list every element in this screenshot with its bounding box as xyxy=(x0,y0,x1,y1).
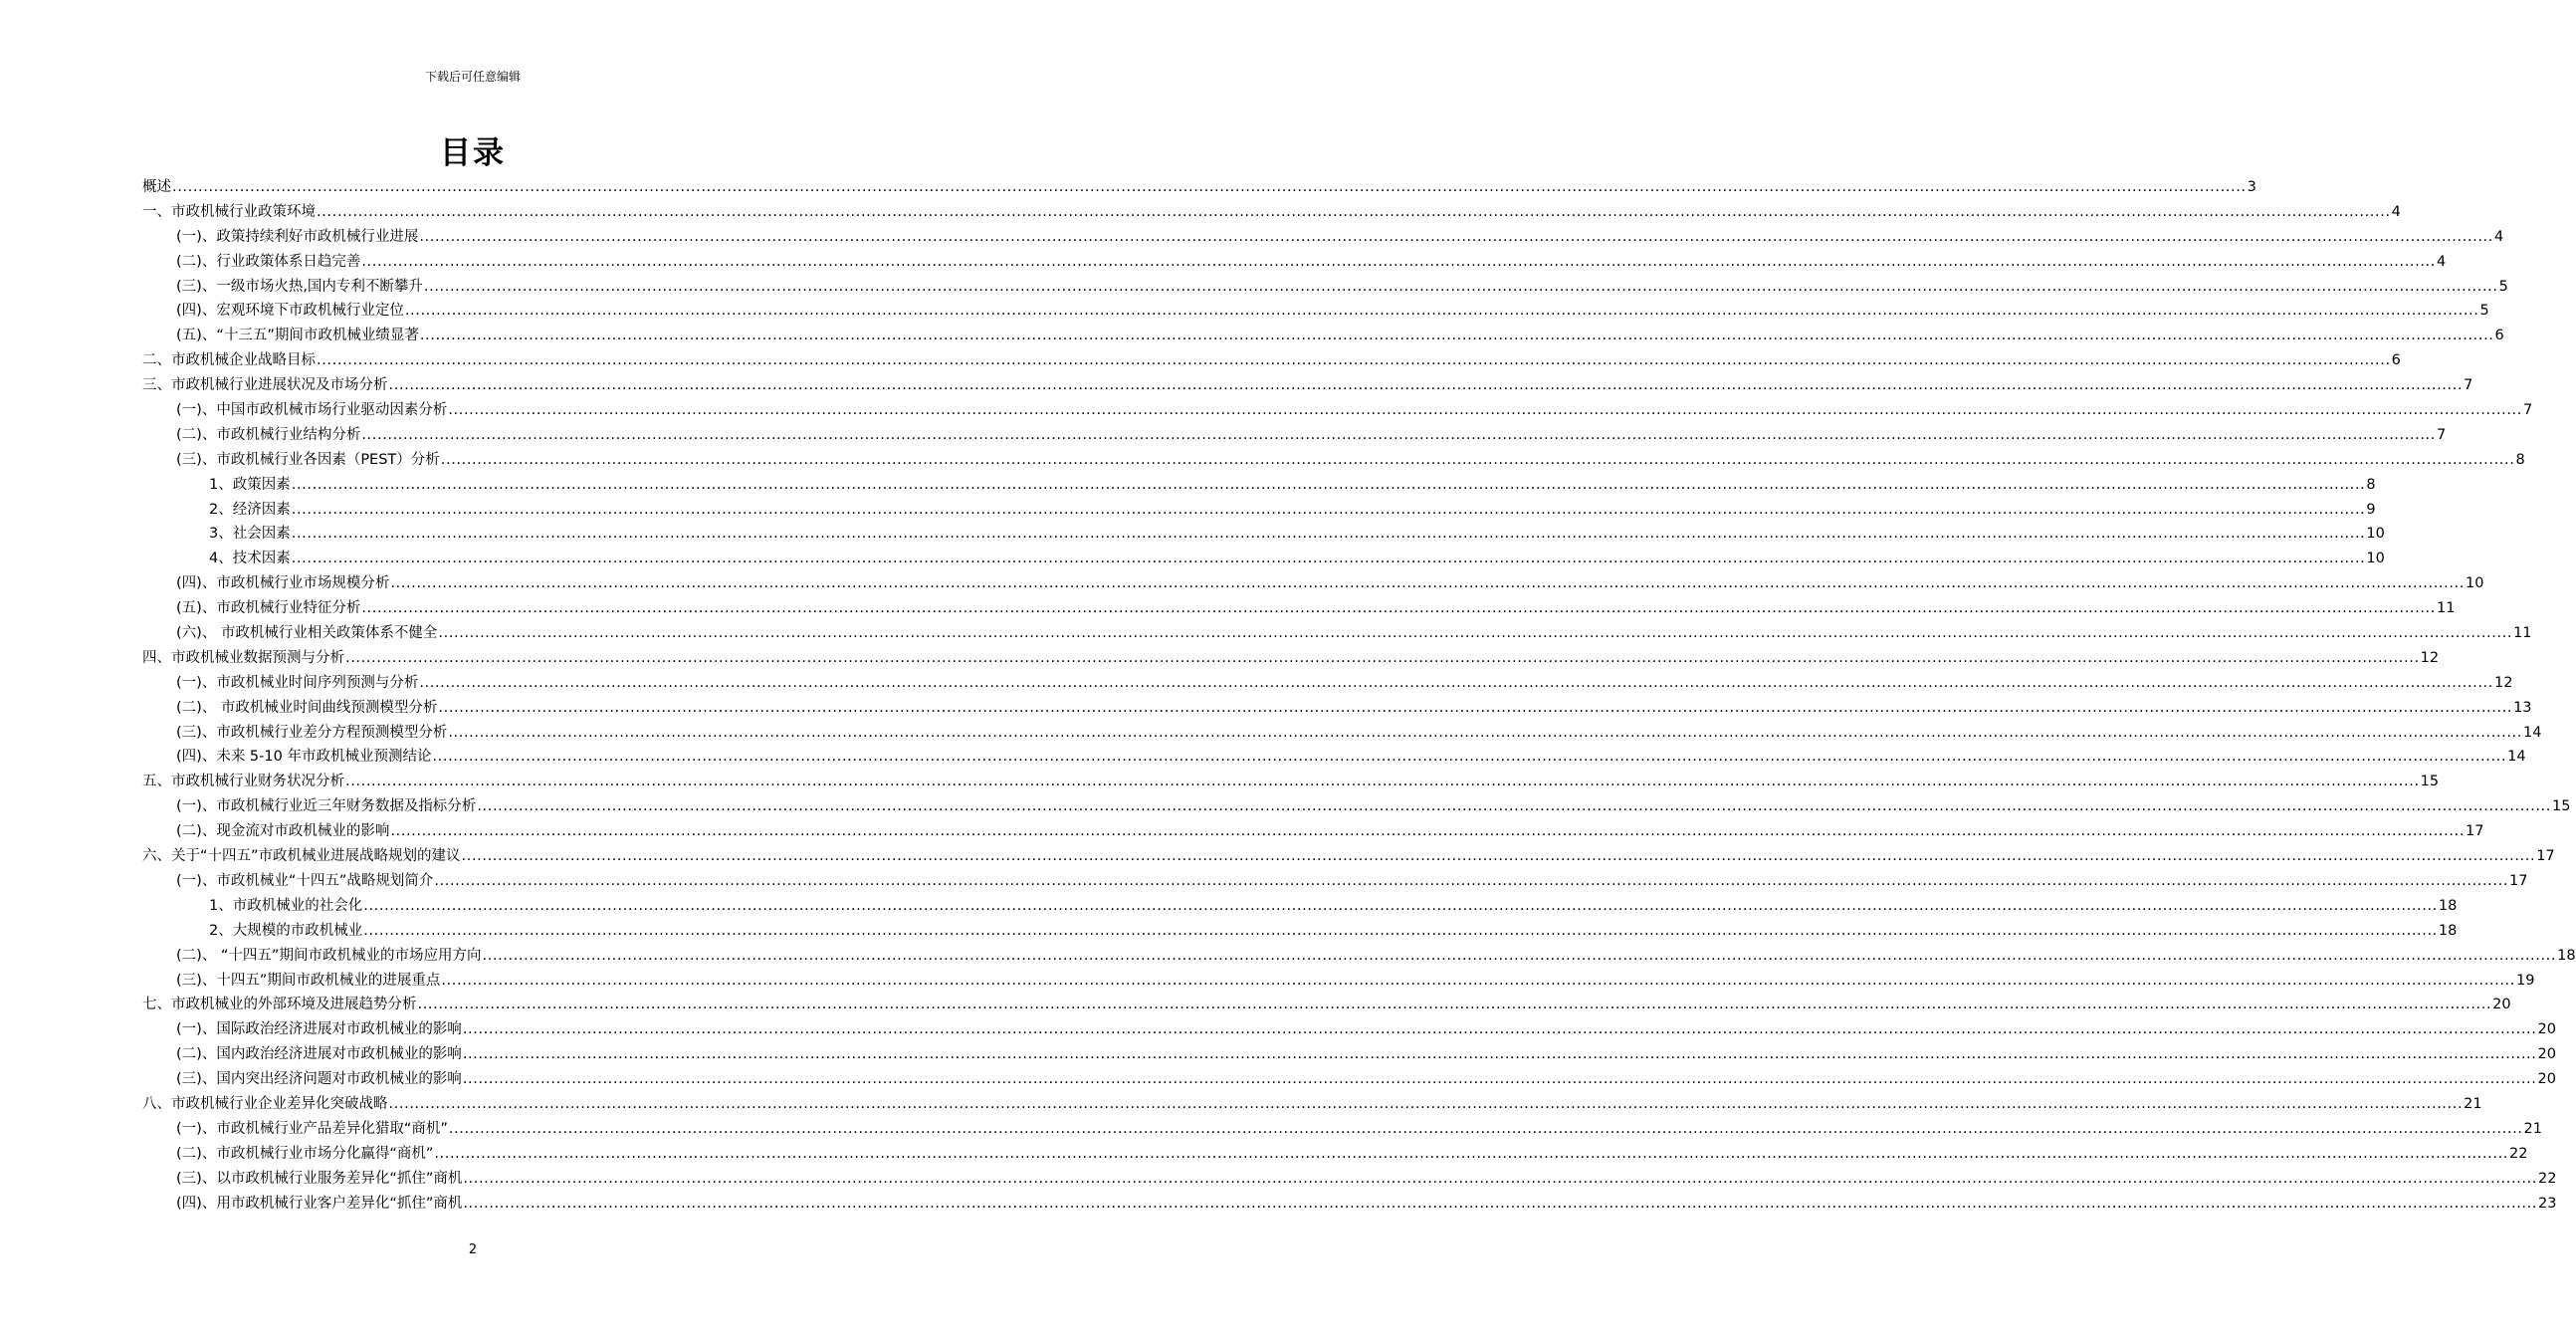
toc-entry[interactable] xyxy=(142,225,2504,250)
toc-entry-page: 14 xyxy=(2522,724,2542,741)
table-of-contents xyxy=(142,175,2576,1216)
toc-entry-page: 8 xyxy=(2366,476,2376,493)
toc-entry-page: 3 xyxy=(2247,179,2256,195)
toc-entry-label: (一)、市政机械业“十四五”战略规划简介 xyxy=(176,872,434,889)
toc-entry-page: 10 xyxy=(2366,551,2385,567)
toc-dot-leader: ................................................................................................................................................................................................................................................................................................................................................................................................................ xyxy=(462,1021,2537,1038)
toc-entry-label: (二)、 “十四五”期间市政机械业的市场应用方向 xyxy=(176,947,482,964)
toc-entry-page: 4 xyxy=(2391,203,2401,220)
toc-entry-page: 15 xyxy=(2551,798,2571,815)
toc-dot-leader: ................................................................................................................................................................................................................................................................................................................................................................................................................ xyxy=(463,1170,2537,1187)
toc-dot-leader: ................................................................................................................................................................................................................................................................................................................................................................................................................ xyxy=(438,625,2513,642)
toc-entry-label: (三)、市政机械行业各因素（PEST）分析 xyxy=(176,451,440,468)
toc-dot-leader: ................................................................................................................................................................................................................................................................................................................................................................................................................ xyxy=(291,501,2366,518)
toc-entry-page: 20 xyxy=(2537,1046,2556,1063)
toc-entry-page: 20 xyxy=(2492,997,2511,1013)
toc-entry[interactable] xyxy=(142,398,2533,423)
toc-entry[interactable] xyxy=(142,894,2458,919)
toc-entry[interactable] xyxy=(142,1167,2557,1192)
toc-entry-page: 20 xyxy=(2537,1021,2556,1038)
toc-entry-label: 2、大规模的市政机械业 xyxy=(209,922,363,939)
toc-entry-label: (四)、用市政机械行业客户差异化“抓住”商机 xyxy=(176,1195,463,1212)
toc-entry[interactable] xyxy=(142,794,2571,819)
toc-entry-page: 11 xyxy=(2513,625,2532,642)
toc-entry[interactable] xyxy=(142,423,2447,448)
toc-entry-label: 2、经济因素 xyxy=(209,501,291,518)
toc-entry[interactable] xyxy=(142,200,2401,225)
toc-entry[interactable] xyxy=(142,1067,2556,1092)
toc-dot-leader: ................................................................................................................................................................................................................................................................................................................................................................................................................ xyxy=(441,972,2515,989)
toc-entry-page: 21 xyxy=(2523,1120,2542,1137)
toc-entry[interactable] xyxy=(142,571,2484,596)
toc-entry-label: (四)、市政机械行业市场规模分析 xyxy=(176,575,390,592)
toc-entry[interactable] xyxy=(142,745,2526,770)
toc-entry[interactable] xyxy=(142,869,2528,894)
toc-dot-leader: ................................................................................................................................................................................................................................................................................................................................................................................................................ xyxy=(390,823,2465,840)
toc-entry-page: 12 xyxy=(2420,649,2440,666)
toc-entry[interactable] xyxy=(142,696,2532,721)
toc-entry-page: 5 xyxy=(2479,303,2489,320)
toc-dot-leader: ................................................................................................................................................................................................................................................................................................................................................................................................................ xyxy=(477,798,2551,815)
toc-entry-page: 18 xyxy=(2438,897,2458,914)
toc-entry[interactable] xyxy=(142,1017,2556,1042)
toc-entry[interactable] xyxy=(142,348,2401,373)
toc-dot-leader: ................................................................................................................................................................................................................................................................................................................................................................................................................ xyxy=(438,699,2513,716)
toc-entry-label: (四)、宏观环境下市政机械行业定位 xyxy=(176,303,404,320)
toc-entry-page: 8 xyxy=(2515,451,2525,468)
toc-entry[interactable] xyxy=(142,250,2447,275)
toc-entry-page: 17 xyxy=(2536,848,2555,865)
toc-dot-leader: ................................................................................................................................................................................................................................................................................................................................................................................................................ xyxy=(432,749,2507,766)
toc-entry-label: 概述 xyxy=(142,179,171,195)
toc-entry[interactable] xyxy=(142,993,2511,1017)
toc-entry-page: 18 xyxy=(2557,947,2576,964)
toc-dot-leader: ................................................................................................................................................................................................................................................................................................................................................................................................................ xyxy=(419,228,2493,245)
toc-dot-leader: ................................................................................................................................................................................................................................................................................................................................................................................................................ xyxy=(482,947,2557,964)
toc-entry-label: 八、市政机械行业企业差异化突破战略 xyxy=(142,1095,388,1112)
toc-entry-page: 17 xyxy=(2509,872,2528,889)
toc-entry-label: (三)、国内突出经济问题对市政机械业的影响 xyxy=(176,1071,462,1088)
toc-entry[interactable] xyxy=(142,969,2535,994)
toc-entry[interactable] xyxy=(142,324,2504,348)
toc-entry-label: (五)、“十三五”期间市政机械业绩显著 xyxy=(176,328,419,344)
toc-entry[interactable] xyxy=(142,547,2385,571)
toc-entry-label: (三)、市政机械行业差分方程预测模型分析 xyxy=(176,724,448,741)
toc-entry-page: 10 xyxy=(2366,526,2385,543)
toc-title: 目录 xyxy=(440,135,506,171)
toc-entry[interactable] xyxy=(142,944,2576,969)
page-number: 2 xyxy=(468,1242,478,1257)
toc-entry[interactable] xyxy=(142,919,2458,944)
toc-dot-leader: ................................................................................................................................................................................................................................................................................................................................................................................................................ xyxy=(404,303,2479,320)
toc-entry[interactable] xyxy=(142,646,2440,671)
toc-entry-label: 4、技术因素 xyxy=(209,551,291,567)
toc-dot-leader: ................................................................................................................................................................................................................................................................................................................................................................................................................ xyxy=(440,451,2515,468)
toc-entry[interactable] xyxy=(142,522,2385,547)
toc-dot-leader: ................................................................................................................................................................................................................................................................................................................................................................................................................ xyxy=(291,476,2366,493)
toc-entry[interactable] xyxy=(142,1042,2556,1067)
toc-entry-label: 一、市政机械行业政策环境 xyxy=(142,203,316,220)
toc-entry-label: (二)、 市政机械业时间曲线预测模型分析 xyxy=(176,699,438,716)
toc-entry-page: 14 xyxy=(2507,749,2526,766)
toc-entry-label: (一)、政策持续利好市政机械行业进展 xyxy=(176,228,419,245)
toc-dot-leader: ................................................................................................................................................................................................................................................................................................................................................................................................................ xyxy=(434,1145,2508,1162)
toc-dot-leader: ................................................................................................................................................................................................................................................................................................................................................................................................................ xyxy=(291,526,2366,543)
toc-entry-label: (一)、市政机械行业产品差异化猎取“商机” xyxy=(176,1120,448,1137)
toc-entry-label: (二)、行业政策体系日趋完善 xyxy=(176,253,361,270)
toc-dot-leader: ................................................................................................................................................................................................................................................................................................................................................................................................................ xyxy=(361,426,2436,443)
toc-entry-label: 六、关于“十四五”市政机械业进展战略规划的建议 xyxy=(142,848,461,865)
toc-dot-leader: ................................................................................................................................................................................................................................................................................................................................................................................................................ xyxy=(448,402,2522,419)
toc-entry[interactable] xyxy=(142,175,2256,200)
toc-entry-label: 1、市政机械业的社会化 xyxy=(209,897,363,914)
toc-entry[interactable] xyxy=(142,498,2376,523)
toc-entry-label: (一)、市政机械业时间序列预测与分析 xyxy=(176,674,419,691)
toc-dot-leader: ................................................................................................................................................................................................................................................................................................................................................................................................................ xyxy=(448,724,2522,741)
toc-dot-leader: ................................................................................................................................................................................................................................................................................................................................................................................................................ xyxy=(419,674,2493,691)
toc-entry-label: (二)、市政机械行业结构分析 xyxy=(176,426,361,443)
toc-entry-page: 17 xyxy=(2465,823,2484,840)
toc-entry-page: 21 xyxy=(2464,1095,2482,1112)
toc-entry-page: 6 xyxy=(2494,328,2504,344)
toc-dot-leader: ................................................................................................................................................................................................................................................................................................................................................................................................................ xyxy=(434,872,2508,889)
toc-entry-page: 10 xyxy=(2465,575,2484,592)
toc-entry-label: (六)、 市政机械行业相关政策体系不健全 xyxy=(176,625,438,642)
toc-dot-leader: ................................................................................................................................................................................................................................................................................................................................................................................................................ xyxy=(361,253,2436,270)
toc-entry-page: 11 xyxy=(2436,600,2456,617)
toc-entry[interactable] xyxy=(142,819,2484,844)
toc-dot-leader: ................................................................................................................................................................................................................................................................................................................................................................................................................ xyxy=(388,1095,2464,1112)
toc-dot-leader: ................................................................................................................................................................................................................................................................................................................................................................................................................ xyxy=(423,278,2498,295)
toc-dot-leader: ................................................................................................................................................................................................................................................................................................................................................................................................................ xyxy=(361,600,2436,617)
toc-entry-label: (二)、现金流对市政机械业的影响 xyxy=(176,823,390,840)
toc-dot-leader: ................................................................................................................................................................................................................................................................................................................................................................................................................ xyxy=(345,774,2420,790)
toc-entry-page: 19 xyxy=(2515,972,2535,989)
toc-entry-label: 五、市政机械行业财务状况分析 xyxy=(142,774,344,790)
toc-entry-page: 6 xyxy=(2391,352,2401,369)
toc-entry-label: (四)、未来 5-10 年市政机械业预测结论 xyxy=(176,749,432,766)
toc-entry-page: 22 xyxy=(2509,1145,2528,1162)
page-header: 下载后可任意编辑 xyxy=(424,70,521,84)
toc-entry-page: 15 xyxy=(2420,774,2440,790)
toc-entry[interactable] xyxy=(142,596,2456,621)
toc-entry-page: 12 xyxy=(2493,674,2513,691)
toc-dot-leader: ................................................................................................................................................................................................................................................................................................................................................................................................................ xyxy=(317,352,2391,369)
toc-entry-label: (三)、十四五”期间市政机械业的进展重点 xyxy=(176,972,441,989)
toc-entry-page: 18 xyxy=(2438,922,2458,939)
toc-entry[interactable] xyxy=(142,621,2532,646)
toc-entry-page: 7 xyxy=(2522,402,2533,419)
toc-dot-leader: ................................................................................................................................................................................................................................................................................................................................................................................................................ xyxy=(172,179,2247,195)
toc-entry-page: 4 xyxy=(2493,228,2504,245)
toc-dot-leader: ................................................................................................................................................................................................................................................................................................................................................................................................................ xyxy=(363,922,2438,939)
toc-entry-label: (二)、市政机械行业市场分化赢得“商机” xyxy=(176,1145,434,1162)
toc-entry[interactable] xyxy=(142,1192,2557,1217)
toc-entry-label: (二)、国内政治经济进展对市政机械业的影响 xyxy=(176,1046,462,1063)
toc-dot-leader: ................................................................................................................................................................................................................................................................................................................................................................................................................ xyxy=(390,575,2465,592)
toc-entry-label: 七、市政机械业的外部环境及进展趋势分析 xyxy=(142,997,417,1013)
toc-entry-page: 7 xyxy=(2464,377,2473,394)
toc-dot-leader: ................................................................................................................................................................................................................................................................................................................................................................................................................ xyxy=(417,997,2492,1013)
toc-dot-leader: ................................................................................................................................................................................................................................................................................................................................................................................................................ xyxy=(388,377,2464,394)
toc-entry-label: 1、政策因素 xyxy=(209,476,291,493)
toc-entry-page: 5 xyxy=(2498,278,2508,295)
toc-entry-page: 7 xyxy=(2436,426,2447,443)
toc-entry-label: 3、社会因素 xyxy=(209,526,291,543)
toc-dot-leader: ................................................................................................................................................................................................................................................................................................................................................................................................................ xyxy=(462,1071,2537,1088)
toc-entry-label: (一)、中国市政机械市场行业驱动因素分析 xyxy=(176,402,448,419)
toc-dot-leader: ................................................................................................................................................................................................................................................................................................................................................................................................................ xyxy=(317,203,2391,220)
toc-entry-page: 20 xyxy=(2537,1071,2556,1088)
toc-entry[interactable] xyxy=(142,1092,2482,1117)
toc-entry-label: 二、市政机械企业战略目标 xyxy=(142,352,316,369)
toc-dot-leader: ................................................................................................................................................................................................................................................................................................................................................................................................................ xyxy=(419,328,2494,344)
toc-entry[interactable] xyxy=(142,671,2513,696)
toc-entry[interactable] xyxy=(142,473,2376,498)
toc-entry-page: 9 xyxy=(2366,501,2376,518)
toc-entry-page: 4 xyxy=(2436,253,2447,270)
toc-dot-leader: ................................................................................................................................................................................................................................................................................................................................................................................................................ xyxy=(463,1195,2537,1212)
toc-entry-label: (三)、一级市场火热,国内专利不断攀升 xyxy=(176,278,423,295)
toc-entry-page: 23 xyxy=(2538,1195,2557,1212)
toc-entry-page: 13 xyxy=(2513,699,2532,716)
toc-entry-label: (五)、市政机械行业特征分析 xyxy=(176,600,361,617)
toc-entry-page: 22 xyxy=(2538,1170,2557,1187)
toc-entry-label: 三、市政机械行业进展状况及市场分析 xyxy=(142,377,388,394)
toc-dot-leader: ................................................................................................................................................................................................................................................................................................................................................................................................................ xyxy=(448,1120,2523,1137)
toc-entry[interactable] xyxy=(142,1142,2528,1167)
toc-entry[interactable] xyxy=(142,373,2473,398)
toc-dot-leader: ................................................................................................................................................................................................................................................................................................................................................................................................................ xyxy=(363,897,2438,914)
toc-entry[interactable] xyxy=(142,721,2542,746)
toc-entry[interactable] xyxy=(142,275,2508,300)
toc-entry-label: (一)、国际政治经济进展对市政机械业的影响 xyxy=(176,1021,462,1038)
toc-dot-leader: ................................................................................................................................................................................................................................................................................................................................................................................................................ xyxy=(462,1046,2537,1063)
toc-entry-label: (三)、以市政机械行业服务差异化“抓住”商机 xyxy=(176,1170,463,1187)
toc-dot-leader: ................................................................................................................................................................................................................................................................................................................................................................................................................ xyxy=(291,551,2366,567)
toc-entry[interactable] xyxy=(142,448,2525,473)
toc-entry[interactable] xyxy=(142,770,2440,794)
toc-dot-leader: ................................................................................................................................................................................................................................................................................................................................................................................................................ xyxy=(461,848,2536,865)
toc-entry[interactable] xyxy=(142,1117,2542,1142)
toc-entry-label: (一)、市政机械行业近三年财务数据及指标分析 xyxy=(176,798,477,815)
toc-entry[interactable] xyxy=(142,844,2555,869)
toc-dot-leader: ................................................................................................................................................................................................................................................................................................................................................................................................................ xyxy=(345,649,2420,666)
toc-entry[interactable] xyxy=(142,299,2489,324)
toc-entry-label: 四、市政机械业数据预测与分析 xyxy=(142,649,344,666)
